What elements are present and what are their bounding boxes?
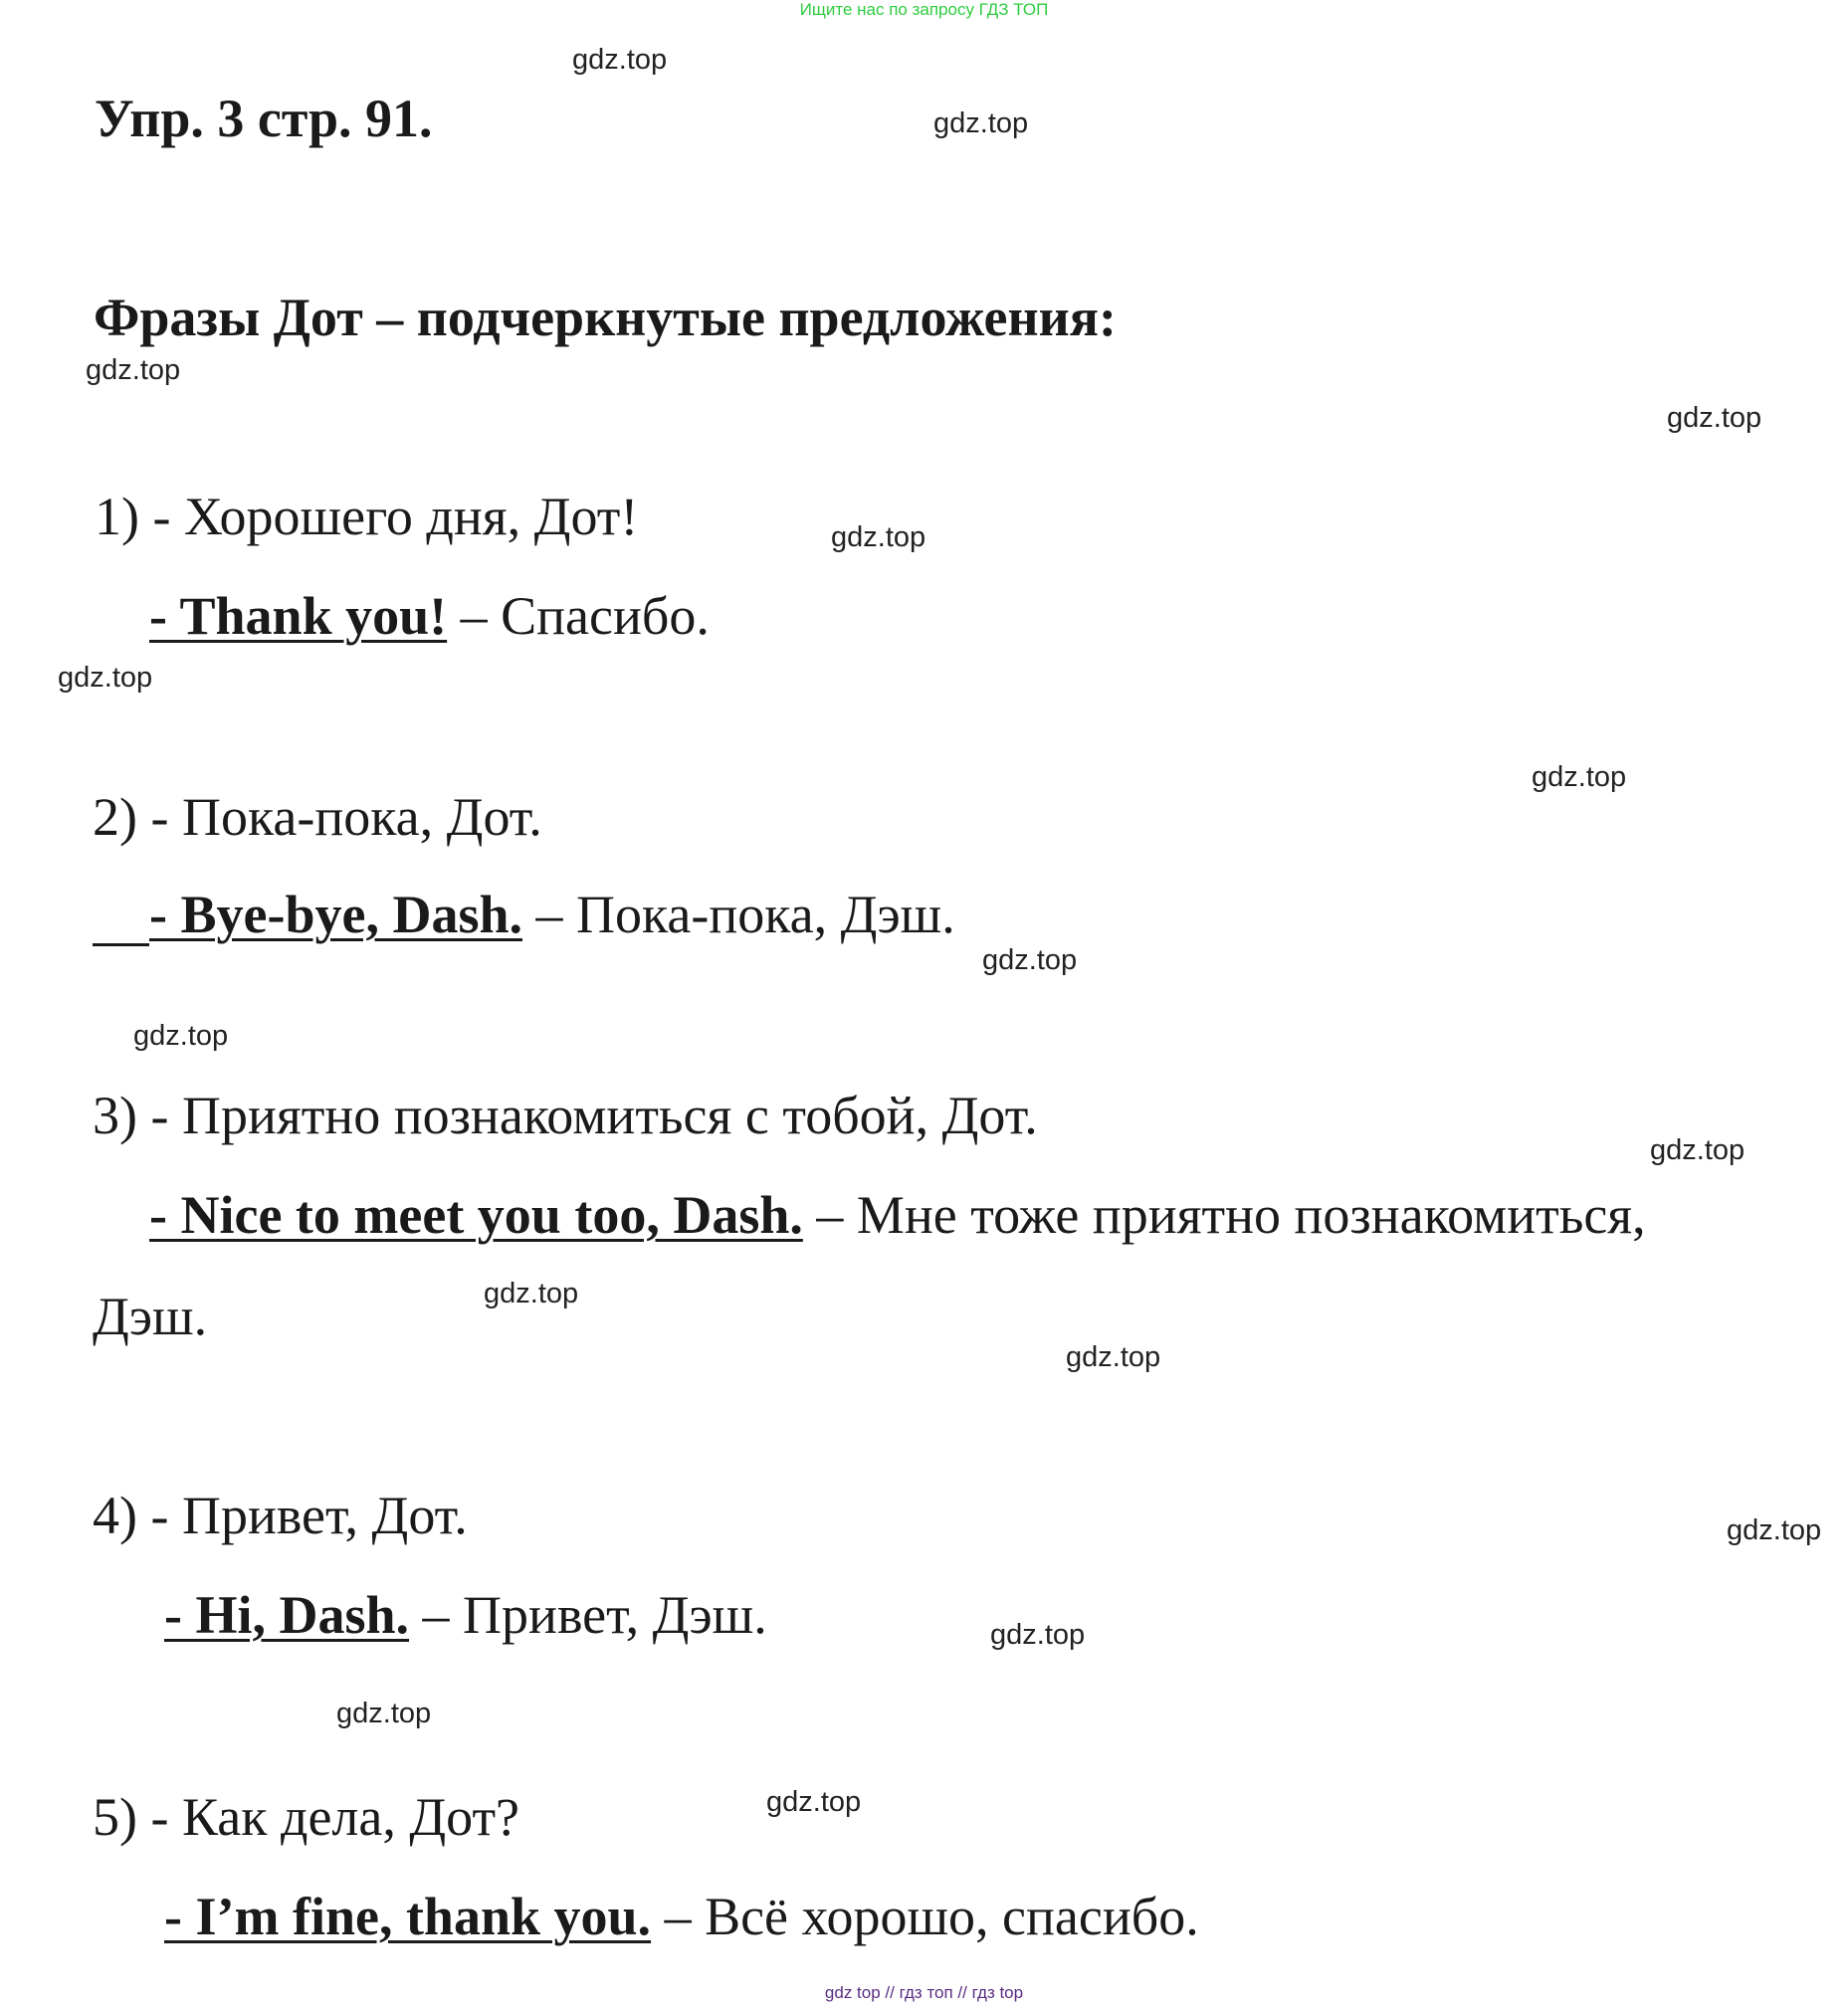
question-5: 5) - Как дела, Дот?	[93, 1787, 520, 1847]
watermark: gdz.top	[990, 1619, 1086, 1651]
answer-1-translation: – Спасибо.	[447, 586, 710, 646]
watermark: gdz.top	[933, 107, 1029, 139]
answer-5-underlined: - I’m fine, thank you.	[164, 1887, 652, 1946]
answer-1	[149, 585, 710, 647]
watermark: gdz.top	[58, 662, 153, 694]
answer-2	[149, 884, 955, 945]
answer-3-continuation: Дэш.	[93, 1287, 208, 1346]
answer-3-underlined: - Nice to meet you too, Dash.	[149, 1185, 803, 1245]
watermark: gdz.top	[1066, 1341, 1161, 1373]
watermark: gdz.top	[1532, 761, 1627, 793]
answer-4	[164, 1584, 767, 1646]
answer-4-translation: – Привет, Дэш.	[409, 1585, 767, 1645]
answer-3	[149, 1184, 1646, 1246]
question-2: 2) - Пока-пока, Дот.	[93, 787, 542, 847]
exercise-title: Упр. 3 стр. 91.	[95, 89, 433, 148]
footer-links[interactable]: gdz top // гдз топ // гдз top	[824, 1983, 1024, 2002]
watermark: gdz.top	[133, 1020, 229, 1052]
watermark: gdz.top	[1727, 1514, 1822, 1546]
question-3: 3) - Приятно познакомиться с тобой, Дот.	[93, 1086, 1038, 1145]
watermark: gdz.top	[484, 1278, 579, 1309]
watermark: gdz.top	[336, 1698, 432, 1729]
answer-5	[164, 1886, 1199, 1947]
answer-2-underlined: - Bye-bye, Dash.	[149, 885, 522, 944]
question-1: 1) - Хорошего дня, Дот!	[95, 487, 639, 546]
watermark: gdz.top	[572, 44, 668, 76]
answer-2-translation: – Пока-пока, Дэш.	[522, 885, 955, 944]
answer-1-underlined: - Thank you!	[149, 586, 448, 646]
watermark: gdz.top	[982, 944, 1078, 976]
top-banner[interactable]: Ищите нас по запросу ГДЗ ТОП	[799, 0, 1049, 19]
question-4: 4) - Привет, Дот.	[93, 1486, 468, 1545]
section-subtitle: Фразы Дот – подчеркнутые предложения:	[94, 288, 1117, 347]
watermark: gdz.top	[1667, 402, 1762, 434]
watermark: gdz.top	[86, 354, 181, 386]
answer-3-translation: – Мне тоже приятно познакомиться,	[802, 1185, 1646, 1245]
watermark: gdz.top	[1650, 1134, 1745, 1166]
underline-extension	[93, 943, 149, 946]
answer-5-translation: – Всё хорошо, спасибо.	[651, 1887, 1199, 1946]
answer-4-underlined: - Hi, Dash.	[164, 1585, 410, 1645]
watermark: gdz.top	[766, 1786, 862, 1818]
watermark: gdz.top	[831, 521, 926, 553]
